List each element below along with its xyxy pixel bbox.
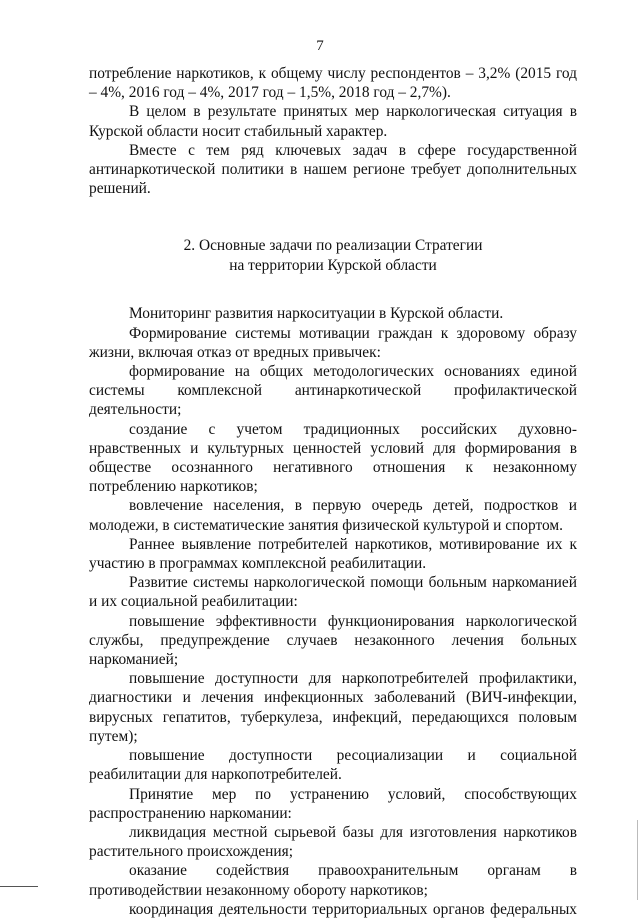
list-item: оказание содействия правоохранительным органам в противодействии незаконному обороту наркотиков; bbox=[89, 862, 577, 899]
section-heading-line-2: на территории Курской области bbox=[229, 257, 437, 275]
paragraph: Формирование системы мотивации граждан к здоровому образу жизни, включая отказ от вредных привычек: bbox=[89, 324, 577, 361]
list-item: создание с учетом традиционных российских духовно-нравственных и культурных ценностей условий для формирования в обществе осознанного негативного отношения к незаконному потреблению наркотиков; bbox=[89, 420, 577, 496]
list-item: координация деятельности территориальных органов федеральных bbox=[129, 900, 577, 918]
scan-edge-line bbox=[637, 820, 638, 900]
paragraph: потребление наркотиков, к общему числу респондентов – 3,2% (2015 год – 4%, 2016 год – 4%, 2017 год – 1,5%, 2018 год – 2,7%). bbox=[89, 65, 577, 102]
paragraph: Мониторинг развития наркоситуации в Курской области. bbox=[129, 305, 504, 323]
paragraph: Развитие системы наркологической помощи больным наркоманией и их социальной реабилитации: bbox=[89, 574, 577, 611]
list-item: повышение доступности для наркопотребителей профилактики, диагностики и лечения инфекционных заболеваний (ВИЧ-инфекции, вирусных гепатитов, туберкулеза, инфекций, передающихся половым путем); bbox=[89, 670, 577, 745]
scan-edge-line bbox=[0, 886, 38, 887]
document-body bbox=[89, 64, 577, 919]
page-number: 7 bbox=[316, 38, 324, 54]
section-heading-line-1: 2. Основные задачи по реализации Стратегии bbox=[183, 237, 483, 255]
paragraph: Вместе с тем ряд ключевых задач в сфере государственной антинаркотической политики в нашем регионе требует дополнительных решений. bbox=[89, 141, 577, 198]
paragraph: В целом в результате принятых мер наркологическая ситуация в Курской области носит стабильный характер. bbox=[89, 103, 577, 140]
list-item: формирование на общих методологических основаниях единой системы комплексной антинаркотической профилактической деятельности; bbox=[89, 363, 577, 419]
paragraph: Принятие мер по устранению условий, способствующих распространению наркомании: bbox=[89, 785, 577, 822]
list-item: повышение доступности ресоциализации и социальной реабилитации для наркопотребителей. bbox=[89, 747, 577, 784]
list-item: вовлечение населения, в первую очередь детей, подростков и молодежи, в систематические занятия физической культурой и спортом. bbox=[89, 497, 577, 534]
section-heading bbox=[89, 236, 577, 276]
list-item: ликвидация местной сырьевой базы для изготовления наркотиков растительного происхождения; bbox=[89, 823, 577, 861]
paragraph: Раннее выявление потребителей наркотиков, мотивирование их к участию в программах комплексной реабилитации. bbox=[89, 535, 577, 573]
list-item: повышение эффективности функционирования наркологической службы, предупреждение случаев незаконного лечения больных наркоманией; bbox=[89, 612, 577, 669]
